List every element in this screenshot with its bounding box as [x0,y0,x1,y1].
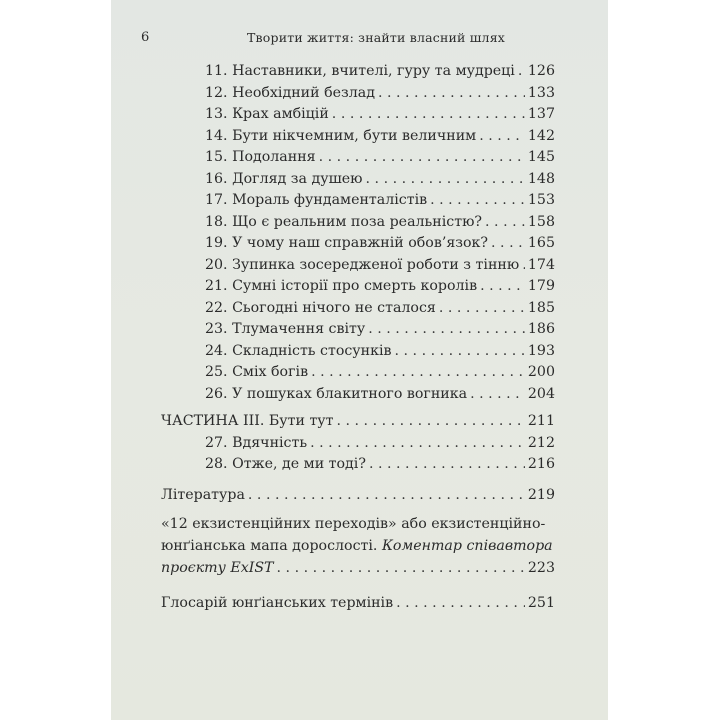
toc-entry: 22. Сьогодні нічого не сталося . . . 185 [205,300,555,316]
toc-entry: 26. У пошуках блакитного вогника . . . 204 [205,386,555,402]
toc-entry: 15. Подолання . . . 145 [205,149,555,165]
page-number: 6 [141,30,150,45]
toc-entry: 12. Необхідний безлад . . . 133 [205,85,555,101]
toc-glossary-entry: Глосарій юнґіанських термінів . . . 251 [161,595,555,611]
commentary-line-3: проєкту ExIST . . . 223 [161,560,555,576]
toc-entry: 19. У чому наш справжній обов’язок? . . . 165 [205,235,555,251]
toc-entry: 28. Отже, де ми тоді? . . . 216 [205,456,555,472]
page-header [111,30,608,50]
toc-entry: 27. Вдячність . . . 212 [205,435,555,451]
toc-commentary-entry [161,513,555,557]
toc-entry: 16. Догляд за душею . . . 148 [205,171,555,187]
toc-part-entry: ЧАСТИНА III. Бути тут . . . 211 [161,413,555,429]
toc-entry: 18. Що є реальним поза реальністю? . . . 158 [205,214,555,230]
toc-entry: 20. Зупинка зосередженої роботи з тінню . . . 174 [205,257,555,273]
toc-entry: 25. Сміх богів . . . 200 [205,364,555,380]
running-title: Творити життя: знайти власний шлях [247,30,506,45]
toc-literature-entry: Література . . . 219 [161,487,555,503]
toc-entry: 23. Тлумачення світу . . . 186 [205,321,555,337]
toc-entry: 13. Крах амбіцій . . . 137 [205,106,555,122]
commentary-line-2: юнґіанська мапа дорослості. Коментар співавтора [161,538,553,554]
toc-entry: 11. Наставники, вчителі, гуру та мудреці . . . 126 [205,63,555,79]
book-page [111,0,608,720]
toc-entry: 14. Бути нікчемним, бути величним . . . 142 [205,128,555,144]
commentary-line-1: «12 екзистенційних переходів» або екзистенційно- [161,516,546,532]
toc-entry: 21. Сумні історії про смерть королів . . . 179 [205,278,555,294]
toc-entry: 17. Мораль фундаменталістів . . . 153 [205,192,555,208]
toc-entry: 24. Складність стосунків . . . 193 [205,343,555,359]
